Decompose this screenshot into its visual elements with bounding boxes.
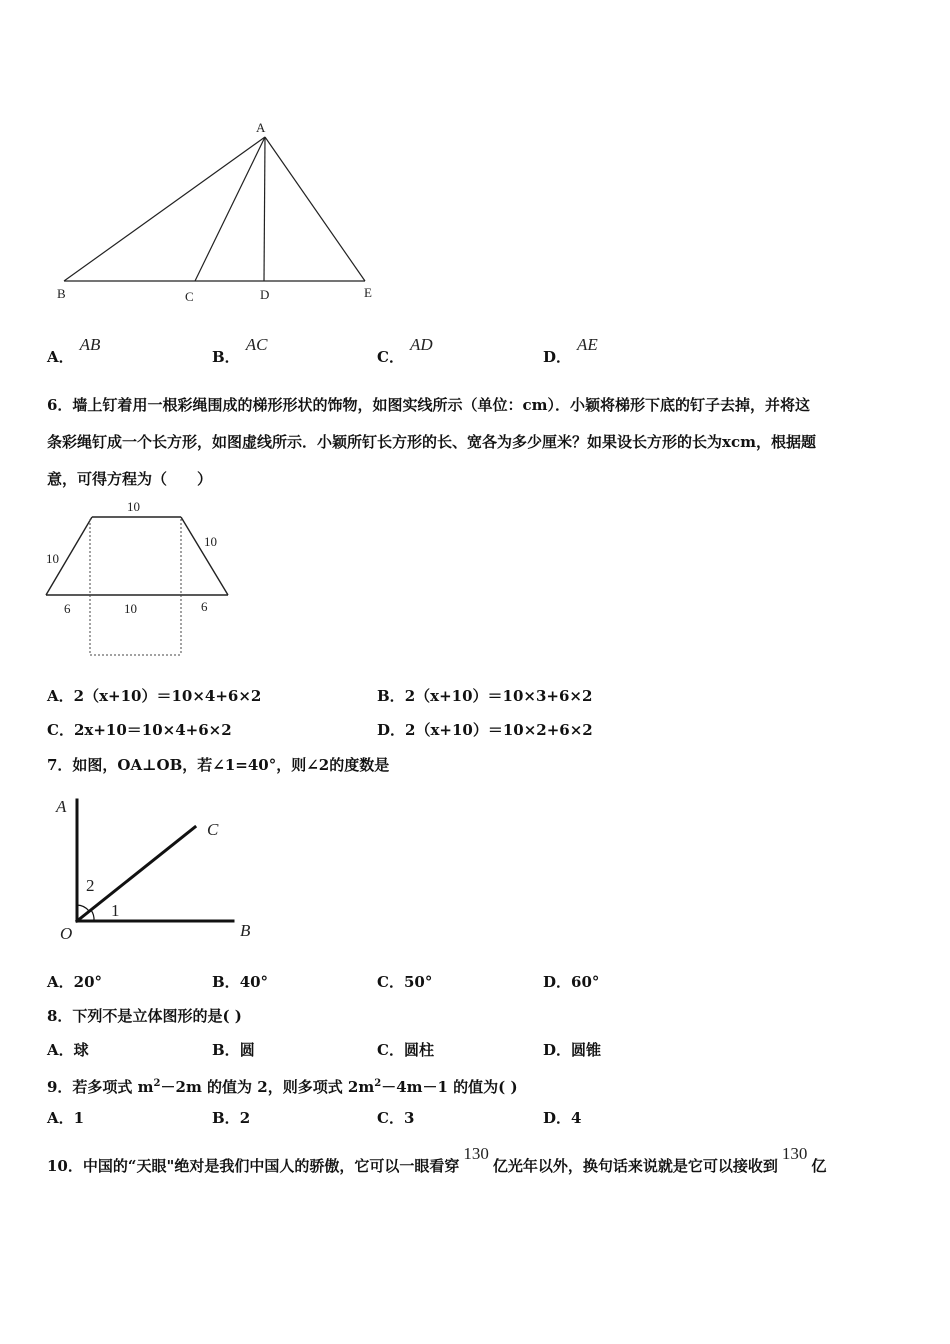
q8-option-b[interactable] <box>212 1040 255 1060</box>
q6-option-b[interactable] <box>377 686 592 706</box>
label-right: 10 <box>204 534 217 549</box>
option-value: AE <box>577 335 598 354</box>
line-ac <box>195 137 265 281</box>
q9-exponent-1: 2 <box>153 1078 161 1089</box>
q9-exponent-2: 2 <box>374 1078 382 1089</box>
angle-label-2: 2 <box>86 876 95 895</box>
option-text: 2（x+10）＝10×2+6×2 <box>405 721 593 739</box>
option-letter: C． <box>47 721 74 739</box>
q9-option-a[interactable] <box>47 1108 84 1128</box>
point-label-b: B <box>240 921 251 940</box>
q7-option-c[interactable] <box>377 972 432 992</box>
q5-option-d[interactable] <box>543 335 598 367</box>
q9-option-c[interactable] <box>377 1108 414 1128</box>
q6-option-c[interactable] <box>47 720 232 740</box>
q7-stem: 7．如图，OA⊥OB，若∠1=40°，则∠2的度数是 <box>47 756 390 774</box>
option-letter: D． <box>543 973 572 991</box>
q5-option-b[interactable] <box>212 335 268 367</box>
option-letter: D． <box>543 348 572 366</box>
option-text: 圆柱 <box>403 1041 434 1059</box>
q9-stem-part-c: －4m－1 的值为( ) <box>381 1078 518 1096</box>
option-letter: A． <box>47 973 74 991</box>
q6-stem-line-2: 条彩绳钉成一个长方形，如图虚线所示．小颖所钉长方形的长、宽各为多少厘米？如果设长方形的长为xcm，根据题 <box>47 433 816 451</box>
arc-angle-1 <box>91 910 94 921</box>
point-label-a: A <box>256 120 266 135</box>
q10-part-2: 亿光年以外，换句话来说就是它可以接收到 <box>492 1157 778 1175</box>
q10-part-3: 亿 <box>811 1157 827 1175</box>
q9-stem-part-a: 9．若多项式 m <box>47 1078 154 1096</box>
q10-part-1: 10．中国的“天眼"绝对是我们中国人的骄傲，它可以一眼看穿 <box>47 1157 460 1175</box>
point-label-c: C <box>207 820 219 839</box>
angle-figure <box>50 790 270 950</box>
q5-option-a[interactable] <box>47 335 101 367</box>
line-ad <box>264 137 265 281</box>
label-left: 10 <box>46 551 59 566</box>
option-letter: B． <box>212 1109 240 1127</box>
option-text: 球 <box>73 1041 89 1059</box>
label-bottom-left: 6 <box>64 601 71 616</box>
triangle-figure <box>40 115 400 315</box>
q6-option-a[interactable] <box>47 686 261 706</box>
option-text: 圆 <box>239 1041 255 1059</box>
label-bottom-right: 6 <box>201 599 208 614</box>
label-bottom-mid: 10 <box>124 601 137 616</box>
label-top: 10 <box>127 499 140 514</box>
q10-stem <box>47 1144 827 1176</box>
option-text: 60° <box>571 973 600 991</box>
point-label-b: B <box>57 286 66 301</box>
q6-option-d[interactable] <box>377 720 593 740</box>
q7-option-d[interactable] <box>543 972 599 992</box>
option-letter: B． <box>212 973 240 991</box>
q8-option-c[interactable] <box>377 1040 434 1060</box>
q10-number-2: 130 <box>781 1144 808 1163</box>
point-label-e: E <box>364 285 372 300</box>
option-text: 1 <box>73 1109 85 1127</box>
option-text: 20° <box>73 973 103 991</box>
option-letter: B． <box>212 348 240 366</box>
q8-stem: 8．下列不是立体图形的是( ) <box>47 1007 242 1025</box>
q6-stem-line-3: 意，可得方程为（ ） <box>47 470 213 488</box>
q8-option-d[interactable] <box>543 1040 601 1060</box>
option-letter: D． <box>543 1109 572 1127</box>
option-text: 3 <box>403 1109 415 1127</box>
option-letter: A． <box>47 1041 74 1059</box>
q9-stem <box>47 1074 518 1097</box>
option-text: 2x+10＝10×4+6×2 <box>73 721 232 739</box>
option-letter: C． <box>377 348 404 366</box>
option-letter: A． <box>47 687 74 705</box>
point-label-d: D <box>260 287 270 302</box>
q9-option-d[interactable] <box>543 1108 581 1128</box>
point-label-c: C <box>185 289 194 304</box>
q9-option-b[interactable] <box>212 1108 250 1128</box>
option-text: 50° <box>403 973 433 991</box>
option-value: AB <box>79 335 101 354</box>
option-value: AC <box>245 335 268 354</box>
q6-stem-line-1: 6．墙上钉着用一根彩绳围成的梯形形状的饰物，如图实线所示（单位：cm）．小颖将梯形下底的钉子去掉，并将这 <box>47 396 810 414</box>
line-ae <box>265 137 365 281</box>
option-letter: D． <box>543 1041 572 1059</box>
point-label-o: O <box>60 924 73 943</box>
trapezoid-figure <box>40 495 240 665</box>
option-letter: A． <box>47 1109 74 1127</box>
q7-option-a[interactable] <box>47 972 102 992</box>
option-letter: D． <box>377 721 406 739</box>
q5-option-c[interactable] <box>377 335 433 367</box>
option-text: 2 <box>239 1109 251 1127</box>
angle-label-1: 1 <box>111 901 120 920</box>
point-label-a: A <box>56 797 67 816</box>
option-text: 2（x+10）＝10×3+6×2 <box>404 687 593 705</box>
option-text: 圆锥 <box>571 1041 602 1059</box>
q9-stem-part-b: －2m 的值为 2，则多项式 2m <box>160 1078 375 1096</box>
option-value: AD <box>409 335 433 354</box>
ray-oc <box>77 827 195 921</box>
option-letter: B． <box>212 1041 240 1059</box>
option-text: 4 <box>571 1109 582 1127</box>
q8-option-a[interactable] <box>47 1040 89 1060</box>
option-letter: B． <box>377 687 405 705</box>
option-letter: C． <box>377 1041 404 1059</box>
q10-number-1: 130 <box>463 1144 489 1163</box>
line-ab <box>64 137 265 281</box>
option-letter: A． <box>47 348 74 366</box>
arc-angle-2 <box>77 905 89 911</box>
option-text: 40° <box>239 973 269 991</box>
trapezoid-right <box>181 517 228 595</box>
option-letter: C． <box>377 1109 404 1127</box>
q7-option-b[interactable] <box>212 972 268 992</box>
option-text: 2（x+10）＝10×4+6×2 <box>73 687 262 705</box>
option-letter: C． <box>377 973 404 991</box>
